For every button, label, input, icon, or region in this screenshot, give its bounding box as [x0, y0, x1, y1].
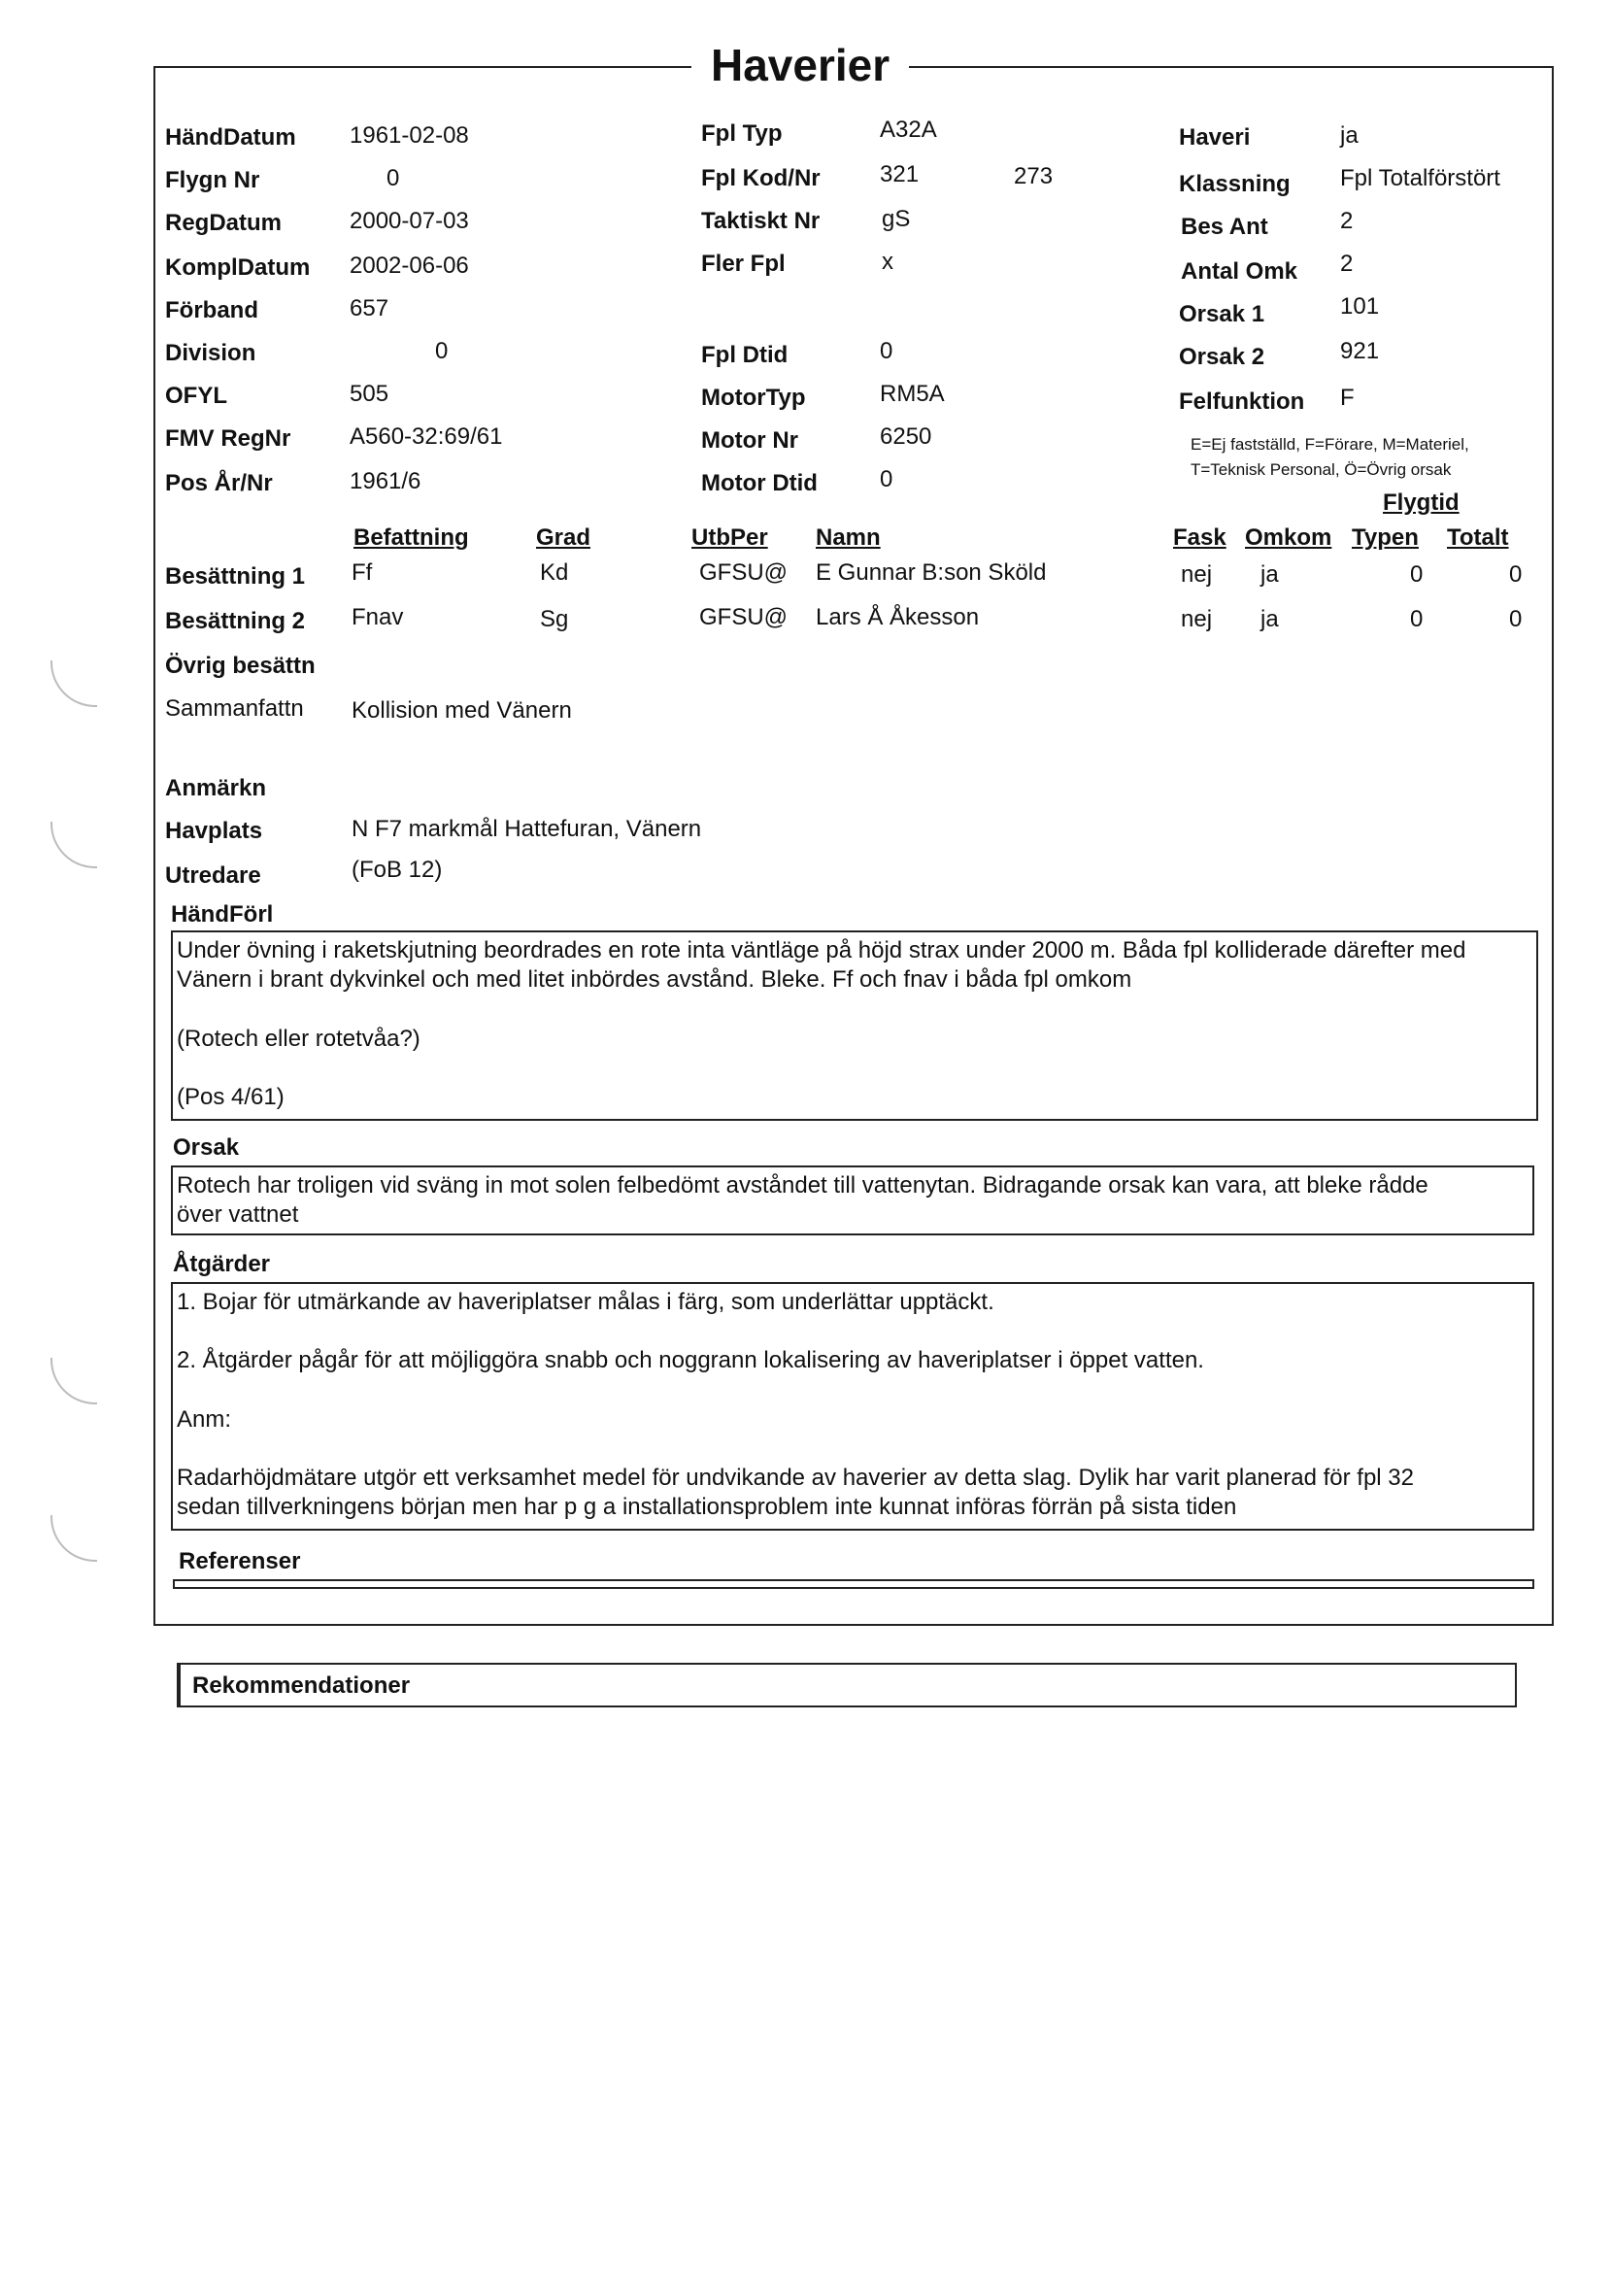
crew-row-label: Besättning 2 [165, 608, 306, 634]
field-value: 2000-07-03 [350, 208, 469, 234]
crew-typen: 0 [1410, 606, 1424, 632]
field-value: 0 [880, 338, 893, 364]
field-value: 0 [386, 165, 400, 191]
crew-header-flygtid: Flygtid [1383, 490, 1460, 516]
field-label: Division [165, 340, 256, 366]
crew-fask: nej [1181, 606, 1213, 632]
field-value: 101 [1340, 293, 1380, 320]
atgarder-text: 2. Åtgärder pågår för att möjliggöra snabb och noggrann lokalisering av haveriplatser i öppet vatten. [177, 1347, 1204, 1373]
crew-totalt: 0 [1509, 561, 1523, 588]
field-value: 921 [1340, 338, 1380, 364]
crew-header-fask: Fask [1173, 524, 1226, 551]
crew-header-grad: Grad [536, 524, 591, 551]
atgarder-text: Anm: [177, 1406, 232, 1433]
handforl-text: Under övning i raketskjutning beordrades en rote inta väntläge på höjd strax under 2000 m. Båda fpl kolliderade därefter med [177, 937, 1466, 963]
field-label: MotorTyp [701, 385, 806, 411]
ovrig-besattn-label: Övrig besättn [165, 653, 316, 679]
atgarder-box [171, 1282, 1534, 1531]
atgarder-text: sedan tillverkningens början men har p g a installationsproblem inte kunnat införas förrän på sista tiden [177, 1494, 1237, 1520]
rekommendationer-label: Rekommendationer [192, 1672, 411, 1699]
field-label: Felfunktion [1179, 388, 1305, 415]
anmarkn-label: Anmärkn [165, 775, 267, 801]
page-title: Haverier [691, 39, 909, 91]
field-label: OFYL [165, 383, 227, 409]
field-label: Orsak 1 [1179, 301, 1265, 327]
orsak-text: Rotech har troligen vid sväng in mot solen felbedömt avståndet till vattenytan. Bidragande orsak kan vara, att bleke rådde [177, 1172, 1428, 1199]
field-value: 0 [435, 338, 449, 364]
referenser-box [173, 1579, 1534, 1589]
crew-header-befattning: Befattning [353, 524, 469, 551]
handforl-text: (Rotech eller rotetvåa?) [177, 1026, 420, 1052]
field-label: RegDatum [165, 210, 283, 236]
field-label: Fpl Kod/Nr [701, 165, 821, 191]
crew-befattning: Ff [352, 559, 373, 586]
sammanfattn-value: Kollision med Vänern [352, 697, 572, 724]
crew-row-label: Besättning 1 [165, 563, 306, 590]
crew-utbper: GFSU@ [699, 559, 789, 586]
orsak-text: över vattnet [177, 1201, 299, 1228]
cause-legend: E=Ej fastställd, F=Förare, M=Materiel, [1191, 435, 1469, 454]
handforl-box [171, 930, 1538, 1121]
crew-header-utbper: UtbPer [691, 524, 768, 551]
utredare-label: Utredare [165, 862, 261, 889]
havplats-value: N F7 markmål Hattefuran, Vänern [352, 816, 702, 842]
handforl-text: Vänern i brant dykvinkel och med litet inbördes avstånd. Bleke. Ff och fnav i båda fpl omkom [177, 966, 1132, 993]
field-value: 0 [880, 466, 893, 492]
field-value: 2 [1340, 208, 1354, 234]
field-label: Antal Omk [1181, 258, 1298, 285]
field-label: Klassning [1179, 171, 1291, 197]
utredare-value: (FoB 12) [352, 857, 443, 883]
crew-typen: 0 [1410, 561, 1424, 588]
field-value: 2 [1340, 251, 1354, 277]
crew-utbper: GFSU@ [699, 604, 789, 630]
crew-befattning: Fnav [352, 604, 404, 630]
crew-namn: Lars Å Åkesson [816, 604, 980, 630]
field-value: 2002-06-06 [350, 253, 469, 279]
binder-hole [50, 1515, 97, 1562]
crew-header-totalt: Totalt [1447, 524, 1509, 551]
crew-omkom: ja [1260, 606, 1279, 632]
field-label: Förband [165, 297, 258, 323]
cause-legend: T=Teknisk Personal, Ö=Övrig orsak [1191, 460, 1452, 479]
field-value: A32A [880, 117, 937, 143]
crew-header-typen: Typen [1352, 524, 1419, 551]
field-label: KomplDatum [165, 254, 311, 281]
crew-fask: nej [1181, 561, 1213, 588]
field-value: 657 [350, 295, 389, 321]
field-value: RM5A [880, 381, 945, 407]
field-label: Haveri [1179, 124, 1251, 151]
field-value: F [1340, 385, 1355, 411]
sammanfattn-label: Sammanfattn [165, 695, 304, 722]
field-label: Motor Nr [701, 427, 798, 454]
field-value: 1961/6 [350, 468, 421, 494]
crew-header-omkom: Omkom [1245, 524, 1332, 551]
crew-namn: E Gunnar B:son Sköld [816, 559, 1047, 586]
binder-hole [50, 660, 97, 707]
orsak-label: Orsak [173, 1134, 240, 1161]
rekommendationer-box [177, 1663, 1517, 1707]
field-label: Bes Ant [1181, 214, 1268, 240]
orsak-box [171, 1165, 1534, 1235]
field-value: x [882, 249, 893, 275]
field-value: 6250 [880, 423, 932, 450]
atgarder-label: Åtgärder [173, 1251, 271, 1277]
field-label: Fler Fpl [701, 251, 786, 277]
field-value: A560-32:69/61 [350, 423, 503, 450]
crew-omkom: ja [1260, 561, 1279, 588]
crew-grad: Kd [540, 559, 569, 586]
field-label: Pos År/Nr [165, 470, 273, 496]
field-value: 273 [1014, 163, 1054, 189]
field-value: gS [882, 206, 911, 232]
field-label: Flygn Nr [165, 167, 260, 193]
field-label: Fpl Dtid [701, 342, 789, 368]
field-value: 321 [880, 161, 920, 187]
field-label: Motor Dtid [701, 470, 818, 496]
referenser-label: Referenser [179, 1548, 301, 1574]
crew-totalt: 0 [1509, 606, 1523, 632]
binder-hole [50, 822, 97, 868]
field-label: Fpl Typ [701, 120, 783, 147]
field-label: Taktiskt Nr [701, 208, 821, 234]
handforl-text: (Pos 4/61) [177, 1084, 285, 1110]
field-value: 505 [350, 381, 389, 407]
handforl-label: HändFörl [171, 901, 274, 928]
atgarder-text: 1. Bojar för utmärkande av haveriplatser målas i färg, som underlättar upptäckt. [177, 1289, 994, 1315]
field-value: ja [1340, 122, 1359, 149]
binder-hole [50, 1358, 97, 1404]
atgarder-text: Radarhöjdmätare utgör ett verksamhet medel för undvikande av haverier av detta slag. Dylik har varit planerad för fpl 32 [177, 1465, 1414, 1491]
field-label: FMV RegNr [165, 425, 291, 452]
crew-grad: Sg [540, 606, 569, 632]
crew-header-namn: Namn [816, 524, 881, 551]
field-value: 1961-02-08 [350, 122, 469, 149]
field-label: HändDatum [165, 124, 296, 151]
field-value: Fpl Totalförstört [1340, 165, 1500, 191]
havplats-label: Havplats [165, 818, 263, 844]
field-label: Orsak 2 [1179, 344, 1265, 370]
